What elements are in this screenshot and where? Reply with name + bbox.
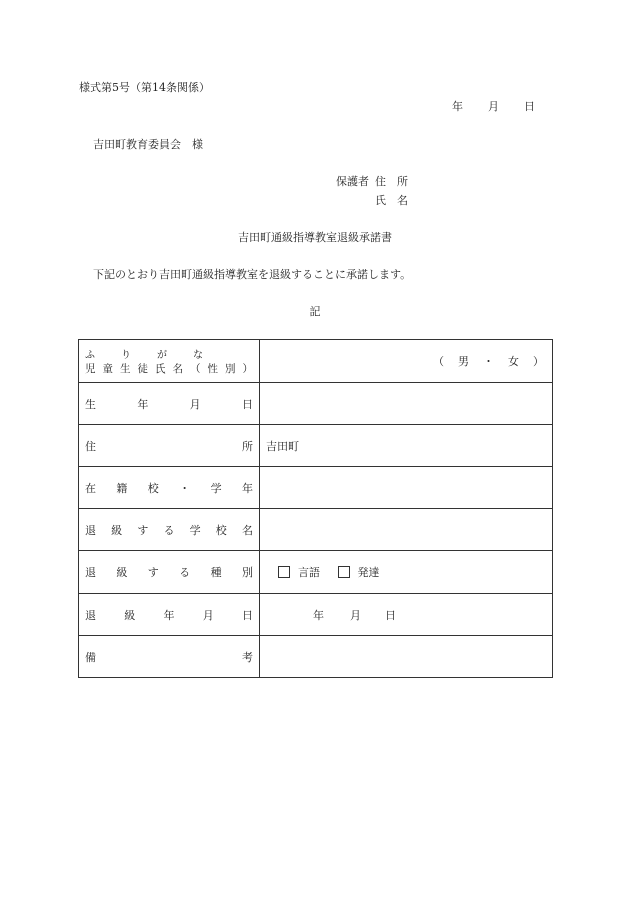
checkbox-development-label: 発達: [357, 566, 380, 579]
table-row: [79, 383, 553, 425]
remarks-label: 備 考: [79, 636, 260, 678]
addressee: 吉田町教育委員会 様: [93, 138, 203, 151]
checkbox-language[interactable]: [278, 566, 290, 578]
date-day-label: 日: [524, 100, 535, 113]
date-year-label: 年: [452, 100, 463, 113]
exit-date-label: 退 級 年 月 日: [79, 594, 260, 636]
table-row: [79, 594, 553, 636]
exit-type-field: [260, 551, 553, 594]
table-row: [79, 509, 553, 551]
form-code: 様式第5号（第14条関係）: [79, 81, 210, 94]
checkbox-development[interactable]: [338, 566, 350, 578]
exit-date-field[interactable]: [260, 594, 553, 636]
statement-text: 下記のとおり吉田町通級指導教室を退級することに承諾します。: [93, 268, 412, 281]
exit-school-field[interactable]: [260, 509, 553, 551]
birthdate-field[interactable]: [260, 383, 553, 425]
date-month-label: 月: [488, 100, 499, 113]
guardian-block: [324, 175, 408, 208]
exit-school-label: 退 級 す る 学 校 名: [79, 509, 260, 551]
remarks-field[interactable]: [260, 636, 553, 678]
guardian-label: 保護者: [336, 175, 369, 188]
student-name-field[interactable]: [260, 340, 553, 383]
address-field[interactable]: [260, 425, 553, 467]
name-label-cell: [79, 340, 260, 383]
birthdate-label: 生 年 月 日: [79, 383, 260, 425]
table-row: [79, 425, 553, 467]
school-grade-label: 在 籍 校 ・ 学 年: [79, 467, 260, 509]
withdrawal-form-table: [78, 339, 553, 678]
checkbox-language-label: 言語: [298, 566, 320, 579]
address-label: 住 所: [79, 425, 260, 467]
ki-heading: 記: [309, 305, 321, 318]
table-row: [79, 636, 553, 678]
table-row: [79, 467, 553, 509]
table-row: [79, 551, 553, 594]
school-grade-field[interactable]: [260, 467, 553, 509]
exit-type-label: 退 級 す る 種 別: [79, 551, 260, 594]
guardian-name-label: 氏 名: [375, 194, 408, 207]
guardian-address-label: 住 所: [375, 175, 408, 188]
table-row: [79, 340, 553, 383]
gender-option: （ 男 ・ 女 ）: [433, 355, 544, 368]
date-line: [452, 100, 535, 114]
exit-date-placeholder: 年 月 日: [313, 608, 396, 622]
document-title: 吉田町通級指導教室退級承諾書: [238, 231, 392, 244]
student-name-label: 児 童 生 徒 氏 名 （ 性 別 ）: [85, 363, 253, 375]
address-value: 吉田町: [266, 439, 299, 453]
furigana-label: ふ り が な: [85, 350, 203, 361]
